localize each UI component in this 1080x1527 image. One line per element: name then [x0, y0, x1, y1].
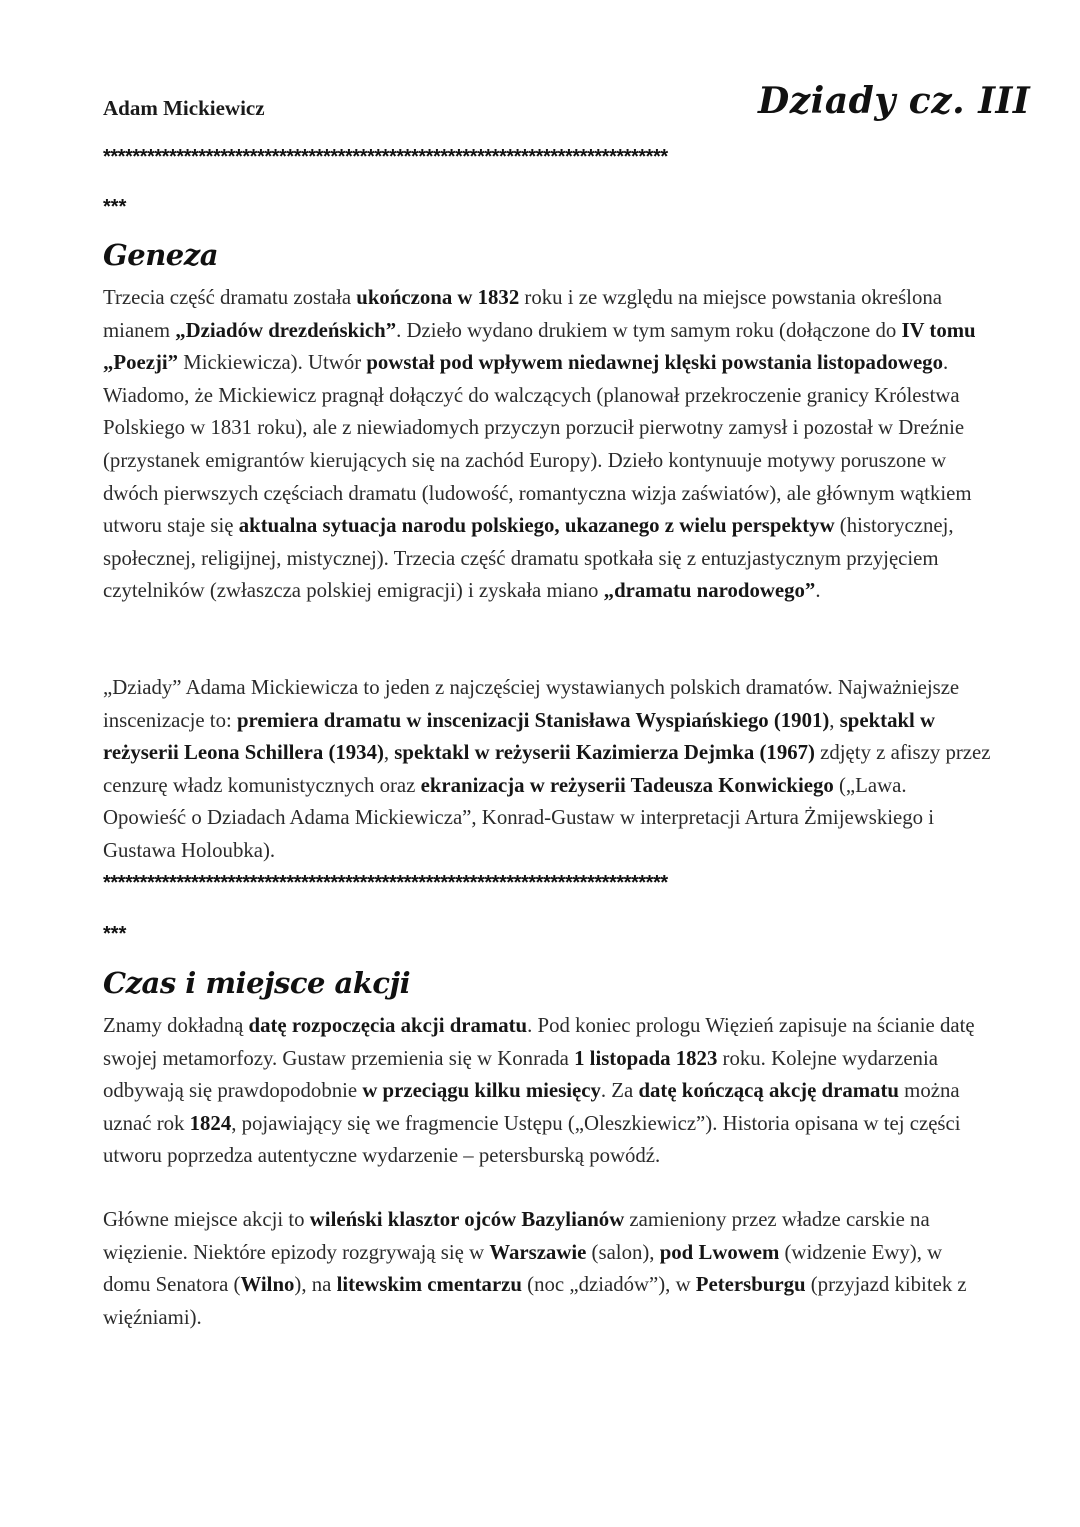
text-run: . Pod koniec prologu Więzień zapisuje na ścianie datę swojej metamorfozy. Gustaw przemienia się w Konrada	[103, 1014, 975, 1070]
text-run: .	[815, 579, 821, 603]
text-run: . Wiadomo, że Mickiewicz pragnął dołączyć do walczących (planował przekroczenie granicy Królestwa Polskiego w 1831 roku), ale z niewiadomych przyczyn porzucił pierwotny zamysł i pozostał w Dreźnie (przystanek emigrantów kierujących się na zachód Europy). Dzieło kontynuuje motywy poruszone w dwóch pierwszych częściach dramatu (ludowość, romantyczna wizja zaświatów), ale głównym wątkiem utworu staje się	[103, 351, 972, 538]
text-run: (widzenie Ewy), w domu Senatora (	[103, 1240, 943, 1297]
paragraph-geneza-2	[103, 672, 993, 868]
text-run: można uznać rok	[103, 1079, 960, 1135]
text-run: roku. Kolejne wydarzenia odbywają się prawdopodobnie	[103, 1046, 938, 1103]
separator-stars: *****************************************************************************	[103, 872, 668, 894]
bold-text-run: spektakl w reżyserii Leona Schillera (1934)	[103, 708, 936, 765]
bold-text-run: pod Lwowem	[659, 1240, 780, 1264]
bold-text-run: spektakl w reżyserii Kazimierza Dejmka (1967)	[394, 741, 815, 765]
text-run: , pojawiający się we fragmencie Ustępu („Oleszkiewicz”). Historia opisana w tej części utworu poprzedza autentyczne wydarzenie – petersburską powódź.	[103, 1111, 961, 1168]
paragraph-miejsce-1	[103, 1204, 993, 1334]
text-run: zamieniony przez władze carskie na więzienie. Niektóre epizody rozgrywają się w	[103, 1208, 930, 1264]
paragraph-geneza-1	[103, 282, 993, 608]
author-name: Adam Mickiewicz	[103, 96, 265, 120]
bold-text-run: Wilno	[240, 1273, 295, 1297]
section-heading-geneza: Geneza	[103, 238, 219, 272]
text-run: ,	[383, 741, 395, 765]
text-run: zdjęty z afiszy przez cenzurę władz komunistycznych oraz	[103, 741, 991, 797]
bold-text-run: 1 listopada 1823	[574, 1046, 718, 1070]
text-run: (salon),	[586, 1240, 660, 1264]
text-run: ), na	[294, 1273, 337, 1297]
text-run: . Dzieło wydano drukiem w tym samym roku (dołączone do	[396, 318, 902, 342]
text-run: Główne miejsce akcji to	[103, 1208, 310, 1231]
text-run: („Lawa. Opowieść o Dziadach Adama Mickiewicza”, Konrad-Gustaw w interpretacji Artura Żmijewskiego i Gustawa Holoubka).	[103, 773, 935, 862]
text-run: . Za	[600, 1079, 639, 1103]
bold-text-run: „dramatu narodowego”	[603, 579, 816, 603]
bold-text-run: powstał pod wpływem niedawnej klęski powstania listopadowego	[366, 351, 943, 375]
bold-text-run: datę rozpoczęcia akcji dramatu	[248, 1014, 528, 1037]
bold-text-run: „Dziadów drezdeńskich”	[175, 318, 397, 342]
bold-text-run: ekranizacja w reżyserii Tadeusza Konwickiego	[420, 773, 834, 797]
bold-text-run: 1824	[189, 1111, 232, 1135]
section-heading-czas-i-miejsce: Czas i miejsce akcji	[103, 966, 411, 1000]
text-run: roku i ze względu na miejsce powstania określona mianem	[103, 286, 942, 342]
bold-text-run: w przeciągu kilku miesięcy	[362, 1079, 601, 1103]
text-run: ,	[829, 708, 840, 732]
separator-stars: *****************************************************************************	[103, 146, 668, 168]
paragraph-czas-1	[103, 1010, 993, 1173]
separator-stars-short: ***	[103, 196, 127, 218]
bold-text-run: wileński klasztor ojców Bazylianów	[309, 1208, 625, 1231]
separator-stars-short: ***	[103, 923, 127, 945]
bold-text-run: IV tomu „Poezji”	[103, 318, 976, 375]
bold-text-run: datę kończącą akcję dramatu	[638, 1079, 899, 1103]
text-run: Znamy dokładną	[103, 1014, 249, 1037]
text-run: (noc „dziadów”), w	[521, 1273, 696, 1297]
bold-text-run: premiera dramatu w inscenizacji Stanisława Wyspiańskiego (1901)	[236, 708, 830, 732]
text-run: Mickiewicza). Utwór	[178, 351, 367, 375]
text-run: (przyjazd kibitek z więźniami).	[103, 1273, 967, 1329]
text-run: „Dziady” Adama Mickiewicza to jeden z najczęściej wystawianych polskich dramatów. Najważniejsze inscenizacje to:	[103, 676, 960, 732]
bold-text-run: Warszawie	[489, 1240, 587, 1264]
bold-text-run: aktualna sytuacja narodu polskiego, ukazanego z wielu perspektyw	[238, 514, 835, 538]
text-run: Trzecia część dramatu została	[103, 286, 357, 309]
text-run: (historycznej, społecznej, religijnej, mistycznej). Trzecia część dramatu spotkała się z entuzjastycznym przyjęciem czytelników (zwłaszcza polskiej emigracji) i zyskała miano	[103, 514, 954, 603]
bold-text-run: litewskim cmentarzu	[336, 1273, 522, 1297]
bold-text-run: ukończona w 1832	[356, 286, 520, 309]
document-title: Dziady cz. III	[758, 80, 1031, 122]
bold-text-run: Petersburgu	[695, 1273, 806, 1297]
